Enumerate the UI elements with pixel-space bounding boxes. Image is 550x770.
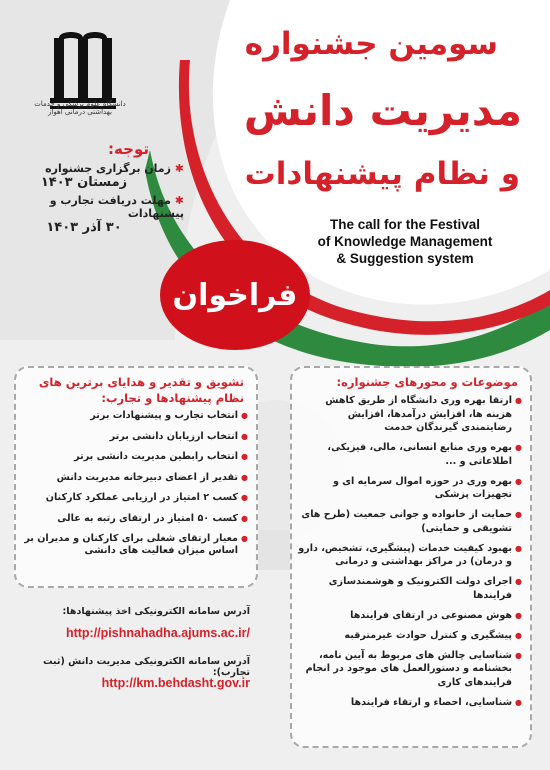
english-line-1: The call for the Festival <box>329 217 481 232</box>
english-subtitle <box>305 216 505 267</box>
title-line-1: سومین جشنواره <box>244 26 498 62</box>
list-item: ● شناسایی چالش های مربوط به آیین نامه، بخشنامه و دستورالعمل های موجود در انجام فرایندهای کاری <box>298 649 522 690</box>
address-1-label: آدرس سامانه الکترونیکی اخذ پیشنهادها: <box>62 606 250 617</box>
address-1-link[interactable]: http://pishnahadha.ajums.ac.ir/ <box>65 626 250 640</box>
note-item-1-value: زمستان ۱۴۰۳ <box>40 175 128 190</box>
list-item: ● کسب ۵۰ امتیاز در ارتقای رتبه به عالی <box>22 513 248 525</box>
note-block <box>4 140 184 235</box>
list-item: ● هوش مصنوعی در ارتقای فرایندها <box>298 609 522 623</box>
list-item: ● حمایت از خانواده و جوانی جمعیت (طرح های تشویقی و حمایتی) <box>298 508 522 535</box>
address-2-label: آدرس سامانه الکترونیکی مدیریت دانش (ثبت تجارب): <box>43 656 250 678</box>
list-item: ● معیار ارتقای شغلی برای کارکنان و مدیران بر اساس میزان فعالیت های دانشی <box>22 533 248 557</box>
list-item: ● شناسایی، احصاء و ارتقاء فرایندها <box>298 696 522 710</box>
incentives-heading: تشویق و تقدیر و هدایای برترین های نظام پیشنهادها و تجارب: <box>38 375 244 405</box>
list-item: ● انتخاب ارزیابان دانشی برتر <box>22 431 248 443</box>
topics-box <box>290 366 532 748</box>
list-item: ● کسب ۲ امتیاز در ارزیابی عملکرد کارکنان <box>22 492 248 504</box>
incentives-list <box>16 410 256 557</box>
address-2-link[interactable]: http://km.behdasht.gov.ir <box>101 676 250 690</box>
note-item-2-label: ✱ مهلت دریافت تجارب و پیشنهادات <box>49 194 184 220</box>
list-item: ● بهبود کیفیت خدمات (پیشگیری، تشخیص، دارو و درمان) در مراکز بهداشتی و درمانی <box>298 542 522 569</box>
call-badge: فراخوان <box>160 240 310 350</box>
list-item: ● اجرای دولت الکترونیک و هوشمندسازی فرایندها <box>298 575 522 602</box>
list-item: ● پیشگیری و کنترل حوادث غیرمترقبه <box>298 629 522 643</box>
list-item: ● انتخاب رابطین مدیریت دانشی برتر <box>22 451 248 463</box>
title-line-3: و نظام پیشنهادات <box>244 156 520 192</box>
topics-list <box>292 394 530 709</box>
logo-caption: دانشگاه علوم پزشکی و خدمات بهداشتی درمانی اهواز <box>34 100 126 116</box>
title-line-2: مدیریت دانش <box>243 86 522 135</box>
list-item: ● ارتقا بهره وری دانشگاه از طریق کاهش هزینه ها، افزایش درآمدها، افزایش رضایتمندی گیرندگان خدمت <box>298 394 522 435</box>
list-item: ● بهره وری منابع انسانی، مالی، فیزیکی، اطلاعاتی و ... <box>298 441 522 468</box>
incentives-box <box>14 366 258 588</box>
note-item-2-value: ۳۰ آذر ۱۴۰۳ <box>46 220 122 235</box>
list-item: ● انتخاب تجارب و پیشنهادات برتر <box>22 410 248 422</box>
topics-heading: موضوعات و محورهای جشنواره: <box>336 375 518 389</box>
english-line-2: of Knowledge Management <box>317 234 493 249</box>
list-item: ● بهره وری در حوزه اموال سرمایه ای و تجهیزات پزشکی <box>298 475 522 502</box>
english-line-3: & Suggestion system <box>336 251 474 266</box>
note-item-1-label: ✱ زمان برگزاری جشنواره <box>45 162 184 175</box>
list-item: ● تقدیر از اعضای دبیرخانه مدیریت دانش <box>22 472 248 484</box>
note-heading: توجه: <box>108 140 149 158</box>
